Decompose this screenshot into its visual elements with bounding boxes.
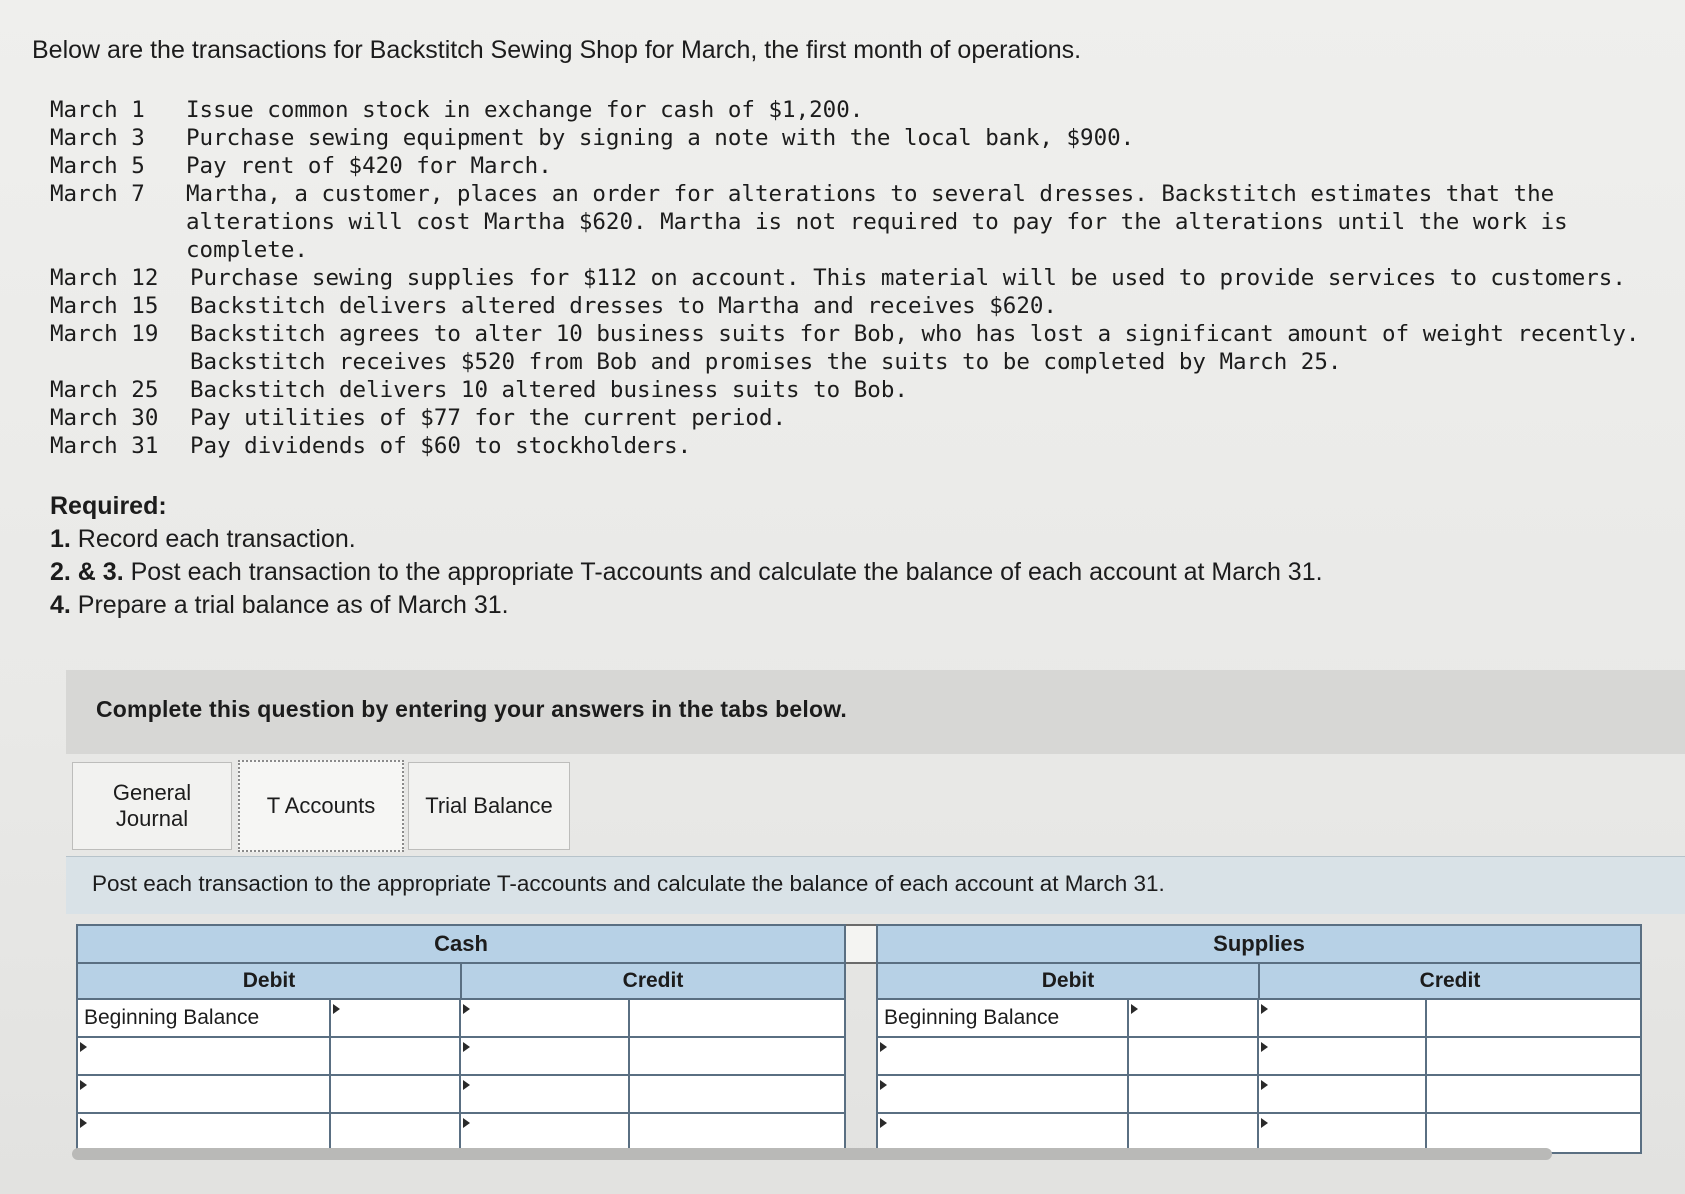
amount-field[interactable] xyxy=(1433,1076,1640,1112)
transaction-description: Purchase sewing supplies for $112 on account. This material will be used to provide services to customers. xyxy=(190,265,1626,291)
debit-amount-input[interactable] xyxy=(1129,1114,1259,1152)
table-row xyxy=(78,1000,844,1038)
tab-label: T Accounts xyxy=(266,793,376,818)
amount-field[interactable] xyxy=(1135,1114,1257,1152)
amount-field[interactable] xyxy=(1135,1038,1257,1074)
beginning-balance-label: Beginning Balance xyxy=(78,1000,331,1036)
list-item xyxy=(50,180,1670,264)
label-field[interactable] xyxy=(1265,1076,1425,1112)
list-item xyxy=(50,292,1670,320)
debit-label-dropdown[interactable] xyxy=(878,1076,1129,1112)
credit-amount-input[interactable] xyxy=(1427,1114,1640,1152)
table-row xyxy=(878,1000,1640,1038)
credit-amount-input[interactable] xyxy=(630,1114,844,1152)
t-account-supplies xyxy=(876,924,1642,1154)
transaction-date: March 25 xyxy=(50,377,159,403)
debit-amount-input[interactable] xyxy=(331,1076,461,1112)
required-item xyxy=(50,556,1550,589)
credit-label-dropdown[interactable] xyxy=(1259,1076,1427,1112)
tab-label: Trial Balance xyxy=(425,793,553,818)
amount-field[interactable] xyxy=(1433,1038,1640,1074)
amount-field[interactable] xyxy=(1135,1076,1257,1112)
debit-label-dropdown[interactable] xyxy=(78,1076,331,1112)
debit-label-dropdown[interactable] xyxy=(878,1038,1129,1074)
tab-general-journal[interactable] xyxy=(72,762,232,850)
debit-label-dropdown[interactable] xyxy=(878,1114,1129,1152)
t-account-title: Supplies xyxy=(878,926,1640,964)
amount-field[interactable] xyxy=(337,1114,459,1152)
credit-amount-input[interactable] xyxy=(1427,1000,1640,1036)
label-field[interactable] xyxy=(467,1114,628,1152)
tab-trial-balance[interactable] xyxy=(408,762,570,850)
credit-label-dropdown[interactable] xyxy=(461,1038,630,1074)
t-account-header xyxy=(878,964,1640,1000)
label-field[interactable] xyxy=(884,1114,1127,1152)
table-row xyxy=(878,1038,1640,1076)
list-item xyxy=(50,404,1670,432)
required-number: 2. & 3. xyxy=(50,558,124,586)
account-separator xyxy=(846,924,876,964)
required-item xyxy=(50,523,1550,556)
required-text: Post each transaction to the appropriate T-accounts and calculate the balance of each account at March 31. xyxy=(123,558,1323,586)
credit-header: Credit xyxy=(1419,969,1481,992)
transaction-description: Purchase sewing equipment by signing a note with the local bank, $900. xyxy=(186,125,1135,151)
transaction-date: March 19 xyxy=(50,321,159,347)
required-text: Record each transaction. xyxy=(70,525,356,553)
amount-field[interactable] xyxy=(1433,1000,1640,1036)
debit-amount-input[interactable] xyxy=(1129,1000,1259,1036)
transaction-list xyxy=(50,96,1670,460)
credit-amount-input[interactable] xyxy=(1427,1038,1640,1074)
label-field[interactable] xyxy=(467,1038,628,1074)
transaction-description: Backstitch delivers 10 altered business suits to Bob. xyxy=(190,377,908,403)
credit-label-dropdown[interactable] xyxy=(461,1076,630,1112)
table-row xyxy=(878,1076,1640,1114)
transaction-description: Backstitch delivers altered dresses to Martha and receives $620. xyxy=(190,293,1057,319)
transaction-date: March 31 xyxy=(50,433,159,459)
horizontal-scrollbar[interactable] xyxy=(72,1148,1552,1160)
transaction-description: Backstitch agrees to alter 10 business suits for Bob, who has lost a significant amount of weight recently. Backstitch receives $520 from Bob and promises the suits to be completed by March 25. xyxy=(190,321,1653,375)
transaction-date: March 30 xyxy=(50,405,159,431)
required-title: Required: xyxy=(50,492,167,520)
credit-amount-input[interactable] xyxy=(1427,1076,1640,1112)
transaction-description: Pay utilities of $77 for the current period. xyxy=(190,405,787,431)
t-account-cash xyxy=(76,924,846,1154)
tab-label: General Journal xyxy=(112,780,192,831)
tab-t-accounts[interactable] xyxy=(238,760,404,852)
t-account-header xyxy=(78,964,844,1000)
list-item xyxy=(50,124,1670,152)
credit-label-dropdown[interactable] xyxy=(1259,1038,1427,1074)
debit-label-dropdown[interactable] xyxy=(78,1114,331,1152)
credit-label-dropdown[interactable] xyxy=(1259,1000,1427,1036)
label-field[interactable] xyxy=(1265,1038,1425,1074)
label-field[interactable] xyxy=(1265,1000,1425,1036)
table-row xyxy=(78,1114,844,1152)
debit-header: Debit xyxy=(878,964,1260,998)
table-row xyxy=(78,1038,844,1076)
credit-amount-input[interactable] xyxy=(630,1000,844,1036)
credit-header: Credit xyxy=(622,969,684,992)
transaction-description: Issue common stock in exchange for cash of $1,200. xyxy=(186,97,864,123)
credit-amount-input[interactable] xyxy=(630,1076,844,1112)
instruction-text: Post each transaction to the appropriate T-accounts and calculate the balance of each account at March 31. xyxy=(92,871,1165,896)
amount-field[interactable] xyxy=(1433,1114,1640,1152)
credit-label-dropdown[interactable] xyxy=(461,1114,630,1152)
transaction-date: March 3 xyxy=(50,125,145,151)
instruction-band xyxy=(66,856,1685,914)
required-item xyxy=(50,589,1550,622)
list-item xyxy=(50,376,1670,404)
question-panel xyxy=(66,670,1685,754)
amount-field[interactable] xyxy=(636,1038,844,1074)
label-field[interactable] xyxy=(1265,1114,1425,1152)
transaction-date: March 5 xyxy=(50,153,145,179)
table-row xyxy=(78,1076,844,1114)
list-item xyxy=(50,432,1670,460)
label-field[interactable] xyxy=(84,1038,329,1074)
t-account-title: Cash xyxy=(78,926,844,964)
credit-label-dropdown[interactable] xyxy=(461,1000,630,1036)
amount-field[interactable] xyxy=(636,1114,844,1152)
required-number: 4. xyxy=(50,591,71,619)
debit-amount-input[interactable] xyxy=(1129,1076,1259,1112)
intro-text: Below are the transactions for Backstitch Sewing Shop for March, the first month of operations. xyxy=(32,36,1082,64)
transaction-date: March 1 xyxy=(50,97,145,123)
amount-field[interactable] xyxy=(1135,1000,1257,1036)
transaction-description: Martha, a customer, places an order for alterations to several dresses. Backstitch estimates that the alterations will cost Martha $620. Martha is not required to pay for the alterations until the work is complete. xyxy=(186,181,1582,263)
transaction-date: March 12 xyxy=(50,265,159,291)
label-field[interactable] xyxy=(884,1076,1127,1112)
debit-amount-input[interactable] xyxy=(331,1038,461,1074)
transaction-date: March 15 xyxy=(50,293,159,319)
label-field[interactable] xyxy=(467,1076,628,1112)
credit-amount-input[interactable] xyxy=(630,1038,844,1074)
debit-label-dropdown[interactable] xyxy=(78,1038,331,1074)
amount-field[interactable] xyxy=(636,1000,844,1036)
amount-field[interactable] xyxy=(337,1076,459,1112)
label-field[interactable] xyxy=(467,1000,628,1036)
panel-heading: Complete this question by entering your answers in the tabs below. xyxy=(96,696,848,722)
debit-amount-input[interactable] xyxy=(331,1114,461,1152)
beginning-balance-label: Beginning Balance xyxy=(878,1000,1129,1036)
transaction-description: Pay dividends of $60 to stockholders. xyxy=(190,433,692,459)
list-item xyxy=(50,96,1670,124)
label-field[interactable] xyxy=(84,1076,329,1112)
debit-amount-input[interactable] xyxy=(1129,1038,1259,1074)
amount-field[interactable] xyxy=(337,1038,459,1074)
label-field[interactable] xyxy=(884,1038,1127,1074)
list-item xyxy=(50,152,1670,180)
table-row xyxy=(878,1114,1640,1152)
required-number: 1. xyxy=(50,525,71,553)
debit-amount-input[interactable] xyxy=(331,1000,461,1036)
tab-bar xyxy=(72,762,1685,854)
transaction-date: March 7 xyxy=(50,181,145,207)
amount-field[interactable] xyxy=(337,1000,459,1036)
label-field[interactable] xyxy=(84,1114,329,1152)
credit-label-dropdown[interactable] xyxy=(1259,1114,1427,1152)
required-text: Prepare a trial balance as of March 31. xyxy=(70,591,509,619)
required-section xyxy=(50,490,1550,622)
debit-header: Debit xyxy=(78,964,462,998)
list-item xyxy=(50,264,1670,292)
amount-field[interactable] xyxy=(636,1076,844,1112)
transaction-description: Pay rent of $420 for March. xyxy=(186,153,552,179)
list-item xyxy=(50,320,1670,376)
